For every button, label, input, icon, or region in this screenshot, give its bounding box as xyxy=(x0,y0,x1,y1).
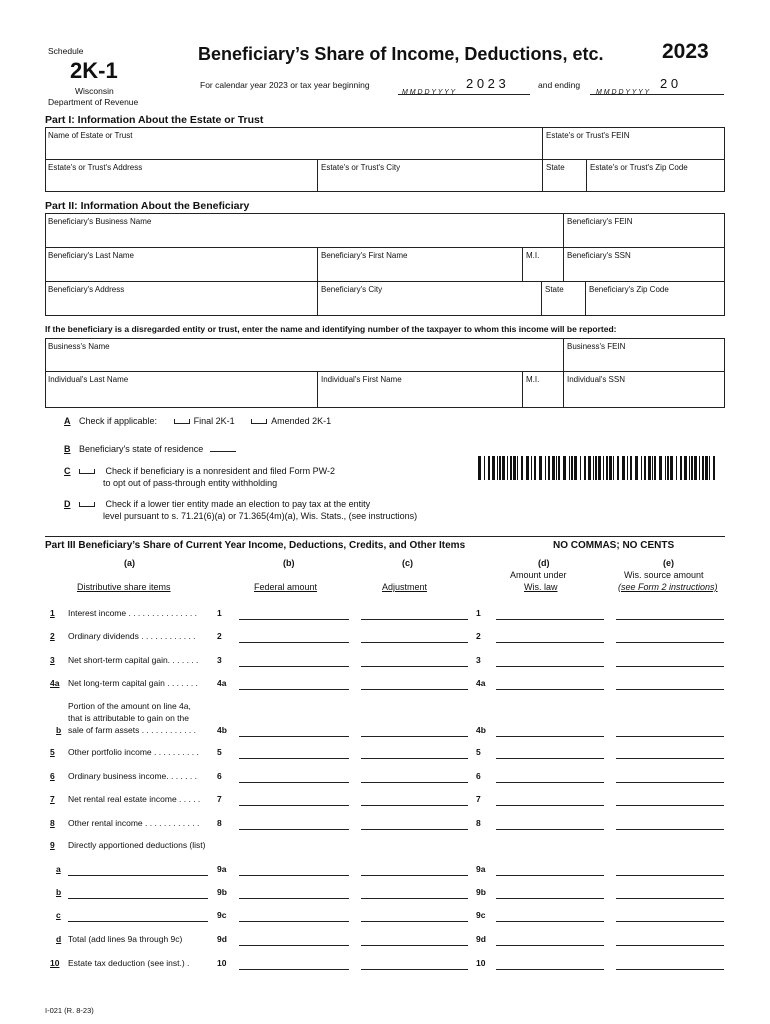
line-text: Net rental real estate income . . . . . xyxy=(68,794,201,804)
barcode-bar xyxy=(617,456,619,480)
line-ref-right: 1 xyxy=(476,608,481,618)
line-number: b xyxy=(56,725,62,735)
barcode-bar xyxy=(709,456,710,480)
barcode-bar xyxy=(659,456,662,480)
form-id: 2K-1 xyxy=(70,58,118,83)
col-b-letter: (b) xyxy=(283,558,295,568)
wis-law-amount-field[interactable] xyxy=(496,898,604,899)
barcode-bar xyxy=(670,456,673,480)
check-a-letter: A xyxy=(64,416,71,426)
wis-source-amount-field[interactable] xyxy=(616,758,724,759)
barcode-bar xyxy=(488,456,490,480)
part1-heading: Part I: Information About the Estate or Trust xyxy=(45,114,264,126)
estate-fein-field[interactable]: Estate's or Trust's FEIN xyxy=(546,131,630,140)
line-number: a xyxy=(56,864,61,874)
business-fein-field[interactable]: Business's FEIN xyxy=(567,342,626,351)
and-ending-text: and ending xyxy=(538,80,581,90)
wis-law-amount-field[interactable] xyxy=(496,758,604,759)
line-text: Estate tax deduction (see inst.) . xyxy=(68,958,190,968)
line-number: 8 xyxy=(50,818,55,828)
wis-source-amount-field[interactable] xyxy=(616,805,724,806)
line-ref-left: 7 xyxy=(217,794,222,804)
calendar-text: For calendar year 2023 or tax year beginning xyxy=(200,80,370,90)
barcode-bar xyxy=(648,456,651,480)
wis-law-amount-field[interactable] xyxy=(496,829,604,830)
line-ref-right: 4b xyxy=(476,725,486,735)
no-commas-note: NO COMMAS; NO CENTS xyxy=(553,540,675,551)
federal-amount-field[interactable] xyxy=(239,642,349,643)
line-ref-left: 1 xyxy=(217,608,222,618)
federal-amount-field[interactable] xyxy=(239,875,349,876)
wis-source-amount-field[interactable] xyxy=(616,921,724,922)
estate-address-field[interactable]: Estate's or Trust's Address xyxy=(48,163,143,172)
federal-amount-field[interactable] xyxy=(239,758,349,759)
line-ref-right: 4a xyxy=(476,678,486,688)
line-text: Interest income . . . . . . . . . . . . . . . xyxy=(68,608,197,618)
disregarded-heading: If the beneficiary is a disregarded entity or trust, enter the name and identifying number of the taxpayer to whom this income will be reported: xyxy=(45,324,617,334)
barcode-bar xyxy=(513,456,516,480)
line-ref-right: 9b xyxy=(476,887,486,897)
final-label: Final 2K-1 xyxy=(193,416,235,426)
state-of-residence-field[interactable] xyxy=(210,443,236,452)
wis-source-amount-field[interactable] xyxy=(616,689,724,690)
check-d-text1: Check if a lower tier entity made an election to pay tax at the entity xyxy=(105,499,371,509)
barcode-bar xyxy=(571,456,573,480)
barcode-bar xyxy=(545,456,546,480)
barcode-bar xyxy=(665,456,666,480)
barcode-bar xyxy=(556,456,557,480)
estate-state-field[interactable]: State xyxy=(546,163,565,172)
wis-source-amount-field[interactable] xyxy=(616,736,724,737)
line-text: Ordinary dividends . . . . . . . . . . . . xyxy=(68,631,196,641)
beneficiary-ssn-field[interactable]: Beneficiary's SSN xyxy=(567,251,631,260)
barcode-bar xyxy=(552,456,555,480)
beneficiary-city-field[interactable]: Beneficiary's City xyxy=(321,285,383,294)
barcode-bar xyxy=(699,456,700,480)
adjustment-field[interactable] xyxy=(361,736,468,737)
individual-ssn-field[interactable]: Individual's SSN xyxy=(567,375,625,384)
barcode-bar xyxy=(644,456,646,480)
adjustment-field[interactable] xyxy=(361,969,468,970)
barcode-bar xyxy=(603,456,604,480)
line-ref-left: 2 xyxy=(217,631,222,641)
barcode-bar xyxy=(563,456,566,480)
federal-amount-field[interactable] xyxy=(239,619,349,620)
line-text: Other portfolio income . . . . . . . . . . xyxy=(68,747,199,757)
barcode-bar xyxy=(588,456,591,480)
line-number: 7 xyxy=(50,794,55,804)
col-c-letter: (c) xyxy=(402,558,413,568)
line-text: Ordinary business income. . . . . . . xyxy=(68,771,197,781)
check-d-row xyxy=(64,499,370,509)
barcode-bar xyxy=(627,456,628,480)
line-text: Directly apportioned deductions (list) xyxy=(68,840,206,850)
barcode-bar xyxy=(606,456,608,480)
final-checkbox[interactable] xyxy=(174,419,190,424)
beneficiary-zip-field[interactable]: Beneficiary's Zip Code xyxy=(589,285,669,294)
barcode-bar xyxy=(531,456,532,480)
line-ref-right: 10 xyxy=(476,958,486,968)
barcode-bar xyxy=(689,456,690,480)
wis-law-amount-field[interactable] xyxy=(496,666,604,667)
check-c-row xyxy=(64,466,335,476)
part2-heading: Part II: Information About the Beneficiary xyxy=(45,200,250,212)
line-ref-right: 8 xyxy=(476,818,481,828)
col-d-label2: Wis. law xyxy=(524,582,558,592)
check-b-letter: B xyxy=(64,444,71,454)
line-ref-right: 3 xyxy=(476,655,481,665)
wis-law-amount-field[interactable] xyxy=(496,969,604,970)
barcode-bar xyxy=(641,456,642,480)
beneficiary-mi-field[interactable]: M.I. xyxy=(526,251,540,260)
deduction-description-field[interactable] xyxy=(68,921,208,922)
beneficiary-business-name-field[interactable]: Beneficiary's Business Name xyxy=(48,217,152,226)
line-text: Net short-term capital gain. . . . . . . xyxy=(68,655,199,665)
federal-amount-field[interactable] xyxy=(239,829,349,830)
line-number: 3 xyxy=(50,655,55,665)
barcode-bar xyxy=(510,456,512,480)
adjustment-field[interactable] xyxy=(361,666,468,667)
barcode-bar xyxy=(694,456,697,480)
line-number: 5 xyxy=(50,747,55,757)
election-checkbox[interactable] xyxy=(79,502,95,507)
tax-year: 2023 xyxy=(662,40,709,63)
line-text: Total (add lines 9a through 9c) xyxy=(68,934,183,944)
barcode-bar xyxy=(574,456,577,480)
col-e-letter: (e) xyxy=(663,558,674,568)
check-d-letter: D xyxy=(64,499,71,509)
col-a-label: Distributive share items xyxy=(77,582,171,592)
department-name: Department of Revenue xyxy=(48,97,139,107)
barcode-bar xyxy=(548,456,550,480)
adjustment-field[interactable] xyxy=(361,805,468,806)
line-number: 1 xyxy=(50,608,55,618)
line-ref-left: 8 xyxy=(217,818,222,828)
line-number: 2 xyxy=(50,631,55,641)
col-d-label1: Amount under xyxy=(510,570,567,580)
line-ref-left: 4b xyxy=(217,725,227,735)
check-b-row xyxy=(64,443,236,454)
business-name-field[interactable]: Business's Name xyxy=(48,342,110,351)
adjustment-field[interactable] xyxy=(361,689,468,690)
barcode-bar xyxy=(534,456,536,480)
wis-law-amount-field[interactable] xyxy=(496,875,604,876)
check-a-row xyxy=(64,416,331,426)
beneficiary-last-name-field[interactable]: Beneficiary's Last Name xyxy=(48,251,135,260)
line-number: 9 xyxy=(50,840,55,850)
line-ref-left: 3 xyxy=(217,655,222,665)
deduction-description-field[interactable] xyxy=(68,875,208,876)
barcode-bar xyxy=(558,456,560,480)
check-c-letter: C xyxy=(64,466,71,476)
wis-law-amount-field[interactable] xyxy=(496,805,604,806)
barcode-bar xyxy=(713,456,715,480)
barcode-bar xyxy=(584,456,586,480)
line-ref-left: 6 xyxy=(217,771,222,781)
estate-name-field[interactable]: Name of Estate or Trust xyxy=(48,131,133,140)
line-ref-left: 9c xyxy=(217,910,227,920)
adjustment-field[interactable] xyxy=(361,782,468,783)
wis-law-amount-field[interactable] xyxy=(496,945,604,946)
beneficiary-fein-field[interactable]: Beneficiary's FEIN xyxy=(567,217,633,226)
individual-first-name-field[interactable]: Individual's First Name xyxy=(321,375,402,384)
line-ref-right: 9c xyxy=(476,910,486,920)
federal-amount-field[interactable] xyxy=(239,805,349,806)
line-ref-left: 9a xyxy=(217,864,227,874)
wis-law-amount-field[interactable] xyxy=(496,619,604,620)
barcode-bar xyxy=(680,456,682,480)
individual-last-name-field[interactable]: Individual's Last Name xyxy=(48,375,129,384)
federal-amount-field[interactable] xyxy=(239,898,349,899)
barcode-bar xyxy=(702,456,704,480)
col-e-label2: (see Form 2 instructions) xyxy=(618,582,718,592)
barcode-bar xyxy=(499,456,501,480)
line-ref-right: 5 xyxy=(476,747,481,757)
line-number: 6 xyxy=(50,771,55,781)
barcode-bar xyxy=(635,456,638,480)
begin-year-digits: 2 0 2 3 xyxy=(466,76,506,91)
barcode-bar xyxy=(667,456,669,480)
pw2-checkbox[interactable] xyxy=(79,469,95,474)
individual-mi-field[interactable]: M.I. xyxy=(526,375,540,384)
wis-law-amount-field[interactable] xyxy=(496,642,604,643)
check-a-text: Check if applicable: xyxy=(79,416,158,426)
state-name: Wisconsin xyxy=(75,86,114,96)
barcode-bar xyxy=(580,456,581,480)
federal-amount-field[interactable] xyxy=(239,969,349,970)
barcode-bar xyxy=(492,456,495,480)
barcode-bar xyxy=(521,456,523,480)
barcode-bar xyxy=(705,456,708,480)
wis-law-amount-field[interactable] xyxy=(496,689,604,690)
barcode-icon xyxy=(478,456,720,480)
col-b-label: Federal amount xyxy=(254,582,318,592)
line-number: b xyxy=(56,887,62,897)
wis-source-amount-field[interactable] xyxy=(616,642,724,643)
line-ref-left: 9d xyxy=(217,934,227,944)
barcode-bar xyxy=(502,456,505,480)
col-e-label1: Wis. source amount xyxy=(624,570,704,580)
check-c-text1: Check if beneficiary is a nonresident and filed Form PW-2 xyxy=(105,466,335,476)
barcode-bar xyxy=(652,456,653,480)
line-ref-right: 2 xyxy=(476,631,481,641)
page-title: Beneficiary’s Share of Income, Deductions, etc. xyxy=(198,44,604,64)
col-c-label: Adjustment xyxy=(382,582,428,592)
barcode-bar xyxy=(507,456,508,480)
barcode-bar xyxy=(684,456,687,480)
wis-source-amount-field[interactable] xyxy=(616,666,724,667)
estate-zip-field[interactable]: Estate's or Trust's Zip Code xyxy=(590,163,688,172)
adjustment-field[interactable] xyxy=(361,829,468,830)
wis-source-amount-field[interactable] xyxy=(616,829,724,830)
federal-amount-field[interactable] xyxy=(239,782,349,783)
wis-source-amount-field[interactable] xyxy=(616,782,724,783)
barcode-bar xyxy=(569,456,570,480)
barcode-bar xyxy=(478,456,481,480)
federal-amount-field[interactable] xyxy=(239,921,349,922)
wis-source-amount-field[interactable] xyxy=(616,898,724,899)
line-ref-left: 10 xyxy=(217,958,227,968)
barcode-bar xyxy=(539,456,542,480)
end-year-digits: 2 0 xyxy=(660,76,679,91)
form-code: I-021 (R. 8-23) xyxy=(45,1006,94,1015)
check-c-text2: to opt out of pass-through entity withholding xyxy=(103,478,278,488)
adjustment-field[interactable] xyxy=(361,945,468,946)
line-ref-left: 9b xyxy=(217,887,227,897)
wis-source-amount-field[interactable] xyxy=(616,945,724,946)
barcode-bar xyxy=(497,456,498,480)
barcode-bar xyxy=(593,456,594,480)
begin-date-format: M M D D Y Y Y Y xyxy=(402,89,456,96)
adjustment-field[interactable] xyxy=(361,875,468,876)
col-a-letter: (a) xyxy=(124,558,135,568)
barcode-bar xyxy=(598,456,601,480)
federal-amount-field[interactable] xyxy=(239,689,349,690)
line-text: that is attributable to gain on the xyxy=(68,713,189,723)
schedule-label: Schedule xyxy=(48,46,84,56)
barcode-bar xyxy=(691,456,693,480)
barcode-bar xyxy=(609,456,612,480)
line-number: c xyxy=(56,910,61,920)
line-ref-left: 5 xyxy=(217,747,222,757)
federal-amount-field[interactable] xyxy=(239,736,349,737)
beneficiary-state-field[interactable]: State xyxy=(545,285,564,294)
col-d-letter: (d) xyxy=(538,558,550,568)
barcode-bar xyxy=(654,456,656,480)
line-ref-left: 4a xyxy=(217,678,227,688)
beneficiary-first-name-field[interactable]: Beneficiary's First Name xyxy=(321,251,408,260)
line-ref-right: 9d xyxy=(476,934,486,944)
check-d-text2: level pursuant to s. 71.21(6)(a) or 71.365(4m)(a), Wis. Stats., (see instructions) xyxy=(103,511,418,521)
federal-amount-field[interactable] xyxy=(239,666,349,667)
part3-heading: Part III Beneficiary’s Share of Current Year Income, Deductions, Credits, and Other Items xyxy=(45,540,466,551)
wis-law-amount-field[interactable] xyxy=(496,736,604,737)
line-text: Other rental income . . . . . . . . . . . . xyxy=(68,818,200,828)
line-number: 10 xyxy=(50,958,60,968)
barcode-bar xyxy=(613,456,614,480)
wis-source-amount-field[interactable] xyxy=(616,969,724,970)
adjustment-field[interactable] xyxy=(361,642,468,643)
end-date-format: M M D D Y Y Y Y xyxy=(596,89,650,96)
line-text: Net long-term capital gain . . . . . . . xyxy=(68,678,198,688)
deduction-description-field[interactable] xyxy=(68,898,208,899)
estate-city-field[interactable]: Estate's or Trust's City xyxy=(321,163,401,172)
adjustment-field[interactable] xyxy=(361,921,468,922)
barcode-bar xyxy=(595,456,597,480)
line-ref-right: 6 xyxy=(476,771,481,781)
barcode-bar xyxy=(526,456,529,480)
line-ref-right: 9a xyxy=(476,864,486,874)
beneficiary-address-field[interactable]: Beneficiary's Address xyxy=(48,285,125,294)
wis-source-amount-field[interactable] xyxy=(616,875,724,876)
wis-law-amount-field[interactable] xyxy=(496,782,604,783)
wis-law-amount-field[interactable] xyxy=(496,921,604,922)
barcode-bar xyxy=(630,456,632,480)
amended-checkbox[interactable] xyxy=(251,419,267,424)
line-number: d xyxy=(56,934,62,944)
barcode-bar xyxy=(517,456,518,480)
wis-source-amount-field[interactable] xyxy=(616,619,724,620)
line-number: 4a xyxy=(50,678,60,688)
line-ref-right: 7 xyxy=(476,794,481,804)
barcode-bar xyxy=(676,456,677,480)
federal-amount-field[interactable] xyxy=(239,945,349,946)
line-text: sale of farm assets . . . . . . . . . . . . xyxy=(68,725,197,735)
check-b-text: Beneficiary's state of residence xyxy=(79,444,204,454)
adjustment-field[interactable] xyxy=(361,898,468,899)
line-text: Portion of the amount on line 4a, xyxy=(68,701,191,711)
adjustment-field[interactable] xyxy=(361,758,468,759)
barcode-bar xyxy=(484,456,485,480)
amended-label: Amended 2K-1 xyxy=(271,416,332,426)
barcode-bar xyxy=(622,456,625,480)
adjustment-field[interactable] xyxy=(361,619,468,620)
